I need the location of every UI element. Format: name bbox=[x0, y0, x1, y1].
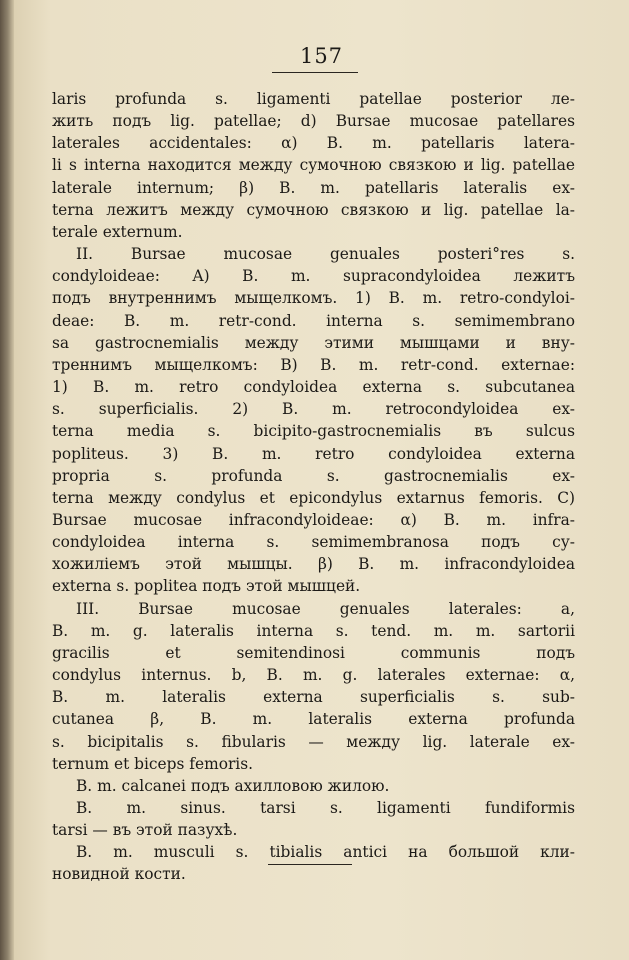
book-page bbox=[14, 0, 629, 960]
text-line: condyloideae: A) B. m. supracondyloidea лежитъ bbox=[52, 267, 575, 286]
text-line: laterales accidentales: α) B. m. patellaris latera- bbox=[52, 134, 575, 153]
text-line: popliteus. 3) B. m. retro condyloidea externa bbox=[52, 444, 575, 463]
text-line: terale externum. bbox=[52, 222, 183, 241]
text-line: 1) B. m. retro condyloidea externa s. subcutanea bbox=[52, 378, 575, 397]
text-line: condyloidea interna s. semimembranosa подъ су- bbox=[52, 533, 575, 552]
footer-rule bbox=[268, 864, 352, 865]
text-line: B. m. calcanei подъ ахилловою жилою. bbox=[76, 776, 390, 795]
text-line: cutanea β, B. m. lateralis externa profunda bbox=[52, 710, 575, 729]
text-line: хожилiемъ этой мышцы. β) B. m. infracondyloidea bbox=[52, 555, 575, 574]
text-line: III. Bursae mucosae genuales laterales: a, bbox=[76, 599, 575, 618]
text-line: terna лежитъ между сумочною связкою и lig. patellae la- bbox=[52, 200, 575, 219]
text-line: s. bicipitalis s. fibularis — между lig. laterale ex- bbox=[52, 732, 575, 751]
text-line: li s interna находится между сумочною связкою и lig. patellae bbox=[52, 156, 575, 175]
text-line: Bursae mucosae infracondyloideae: α) B. m. infra- bbox=[52, 510, 575, 529]
text-line: condylus internus. b, B. m. g. laterales externae: α, bbox=[52, 666, 575, 685]
text-line: B. m. musculi s. tibialis antici на большой кли- bbox=[76, 843, 575, 862]
text-line: B. m. lateralis externa superficialis s. sub- bbox=[52, 688, 575, 707]
text-line: B. m. g. lateralis interna s. tend. m. m. sartorii bbox=[52, 621, 575, 640]
text-line: externa s. poplitea подъ этой мышцей. bbox=[52, 577, 361, 596]
text-line: sa gastrocnemialis между этими мышцами и вну- bbox=[52, 333, 575, 352]
text-line: tarsi — въ этой пазухѣ. bbox=[52, 821, 238, 840]
page-body-text bbox=[52, 88, 575, 886]
text-line: подъ внутреннимъ мыщелкомъ. 1) B. m. retro-condyloi- bbox=[52, 289, 575, 308]
text-line: II. Bursae mucosae genuales posteri°res s. bbox=[76, 245, 575, 264]
text-line: s. superficialis. 2) B. m. retrocondyloidea ex- bbox=[52, 400, 575, 419]
text-line: terna между condylus et epicondylus extarnus femoris. C) bbox=[52, 488, 575, 507]
text-line: жить подъ lig. patellae; d) Bursae mucosae patellares bbox=[52, 112, 575, 131]
header-rule bbox=[272, 72, 358, 73]
text-line: laris profunda s. ligamenti patellae posterior ле- bbox=[52, 90, 575, 108]
text-line: ternum et biceps femoris. bbox=[52, 754, 254, 773]
text-line: terna media s. bicipito-gastrocnemialis въ sulcus bbox=[52, 422, 575, 441]
text-line: новидной кости. bbox=[52, 865, 186, 884]
text-line: B. m. sinus. tarsi s. ligamenti fundiformis bbox=[76, 799, 575, 817]
text-line: laterale internum; β) B. m. patellaris lateralis ex- bbox=[52, 178, 575, 197]
text-line: gracilis et semitendinosi communis подъ bbox=[52, 643, 575, 662]
page-number: 157 bbox=[299, 44, 344, 68]
text-line: propria s. profunda s. gastrocnemialis ex- bbox=[52, 466, 575, 485]
text-line: deae: B. m. retr-cond. interna s. semimembrano bbox=[52, 311, 575, 330]
book-spine-shadow bbox=[0, 0, 14, 960]
text-line: треннимъ мыщелкомъ: B) B. m. retr-cond. externae: bbox=[52, 355, 575, 374]
